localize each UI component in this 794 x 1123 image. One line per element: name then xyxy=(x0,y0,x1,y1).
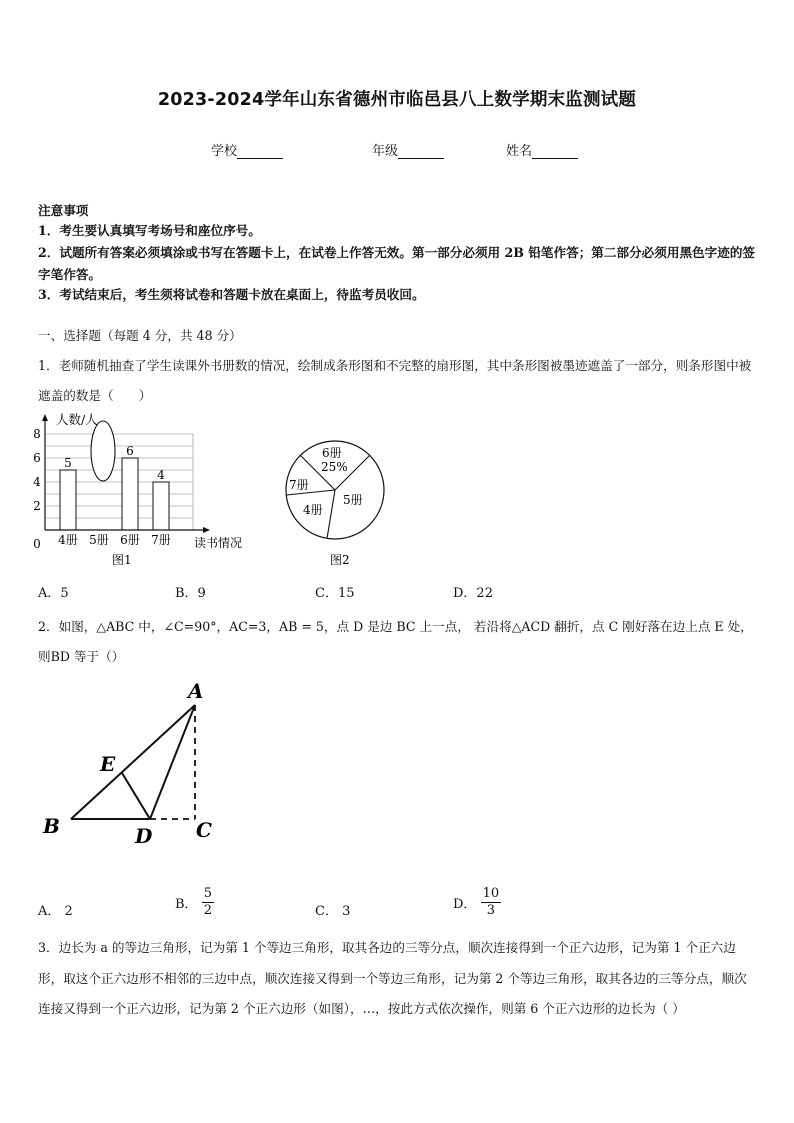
notice-item-2: 2．试题所有答案必须填涂或书写在答题卡上，在试卷上作答无效。第一部分必须用 2B 铅笔作答；第二部分必须用黑色字迹的签字笔作答。 xyxy=(38,245,756,282)
grade-blank[interactable] xyxy=(398,144,444,159)
grade-label: 年级 xyxy=(372,144,399,159)
x-tick-label: 5册 xyxy=(89,533,109,547)
q1-option-b[interactable]: B．9 xyxy=(175,586,206,601)
fig1-caption: 图1 xyxy=(112,553,132,567)
y-tick-label: 0 xyxy=(33,537,41,551)
bar xyxy=(60,470,76,530)
page-title: 2023-2024学年山东省德州市临邑县八上数学期末监测试题 xyxy=(157,90,637,110)
x-axis-arrow xyxy=(203,527,210,533)
q1-option-d[interactable]: D．22 xyxy=(453,586,493,601)
y-tick-label: 8 xyxy=(33,427,41,441)
bar-value-label: 5 xyxy=(64,456,72,470)
bar-value-label: 4 xyxy=(157,468,165,482)
y-axis-label: 人数/人 xyxy=(56,412,98,427)
x-axis-label: 读书情况 xyxy=(194,536,243,550)
section-1-heading: 一、选择题（每题 4 分，共 48 分） xyxy=(38,328,242,343)
y-tick-label: 2 xyxy=(33,499,41,513)
school-label: 学校 xyxy=(211,144,238,159)
segment-ab xyxy=(71,705,195,819)
bar xyxy=(153,482,169,530)
q3-text: 3．边长为 a 的等边三角形，记为第 1 个等边三角形，取其各边的三等分点，顺次连接得到一个正六边形，记为第 1 个正六边形，取这个正六边形不相邻的三边中点，顺次连接又得到一个等边三角形，记为第 2 个等边三角形，取其各边的三等分点，顺次连接又得到一个正六边形，记为第 2 个正六边形（如图），…，按此方式依次操作，则第 6 个正六边形的边长为（ ） xyxy=(38,940,747,1016)
school-field[interactable] xyxy=(211,140,283,159)
pie-label-5: 5册 xyxy=(343,493,363,507)
grade-field[interactable] xyxy=(372,140,444,159)
point-e-label: E xyxy=(100,752,116,776)
q1-bar-chart xyxy=(30,410,260,570)
q2-triangle-diagram xyxy=(38,675,228,850)
y-axis-arrow xyxy=(42,414,48,421)
bar xyxy=(122,458,138,530)
q2-option-d[interactable]: D． $\frac{10}{3}$ xyxy=(453,886,500,918)
q2-option-b[interactable]: B． $\frac{5}{2}$ xyxy=(175,886,212,918)
name-label: 姓名 xyxy=(506,144,533,159)
pie-label-4: 4册 xyxy=(303,503,323,517)
q1-option-a[interactable]: A．5 xyxy=(38,586,69,601)
pie-label-7: 7册 xyxy=(289,478,309,492)
name-field[interactable] xyxy=(506,140,578,159)
notice-item-3: 3．考试结束后，考生须将试卷和答题卡放在桌面上，待监考员收回。 xyxy=(38,287,425,302)
point-a-label: A xyxy=(188,679,204,703)
point-c-label: C xyxy=(196,818,212,842)
notice-item-1: 1．考生要认真填写考场号和座位序号。 xyxy=(38,223,261,238)
segment-ed xyxy=(122,773,150,819)
bar-chart-yticks xyxy=(33,427,41,551)
segment-ad xyxy=(150,705,195,819)
pie-annotation-25: 25% xyxy=(321,460,348,474)
y-tick-label: 6 xyxy=(33,451,41,465)
bar-chart-xticks xyxy=(58,533,171,547)
school-blank[interactable] xyxy=(237,144,283,159)
fig2-caption: 图2 xyxy=(330,553,350,567)
x-tick-label: 6册 xyxy=(120,533,140,547)
y-tick-label: 4 xyxy=(33,475,41,489)
point-b-label: B xyxy=(43,814,60,838)
q1-pie-chart xyxy=(275,440,395,570)
q1-text: 1．老师随机抽查了学生读课外书册数的情况，绘制成条形图和不完整的扇形图，其中条形图被墨迹遮盖了一部分，则条形图中被遮盖的数是（ ） xyxy=(38,358,752,403)
x-tick-label: 4册 xyxy=(58,533,78,547)
pie-label-6: 6册 xyxy=(322,446,342,460)
name-blank[interactable] xyxy=(532,144,578,159)
q2-text: 2．如图，△ABC 中，∠C=90°，AC=3，AB = 5，点 D 是边 BC 上一点， 若沿将△ACD 翻折，点 C 刚好落在边上点 E 处，则BD 等于（） xyxy=(38,619,753,664)
ink-blot xyxy=(91,421,115,481)
point-d-label: D xyxy=(135,824,153,848)
q2-option-c[interactable]: C． 3 xyxy=(315,904,351,919)
notice-heading: 注意事项 xyxy=(38,203,89,218)
bar-value-label: 6 xyxy=(126,444,134,458)
q2-option-a[interactable]: A． 2 xyxy=(38,904,73,919)
x-tick-label: 7册 xyxy=(151,533,171,547)
q1-option-c[interactable]: C．15 xyxy=(315,586,355,601)
